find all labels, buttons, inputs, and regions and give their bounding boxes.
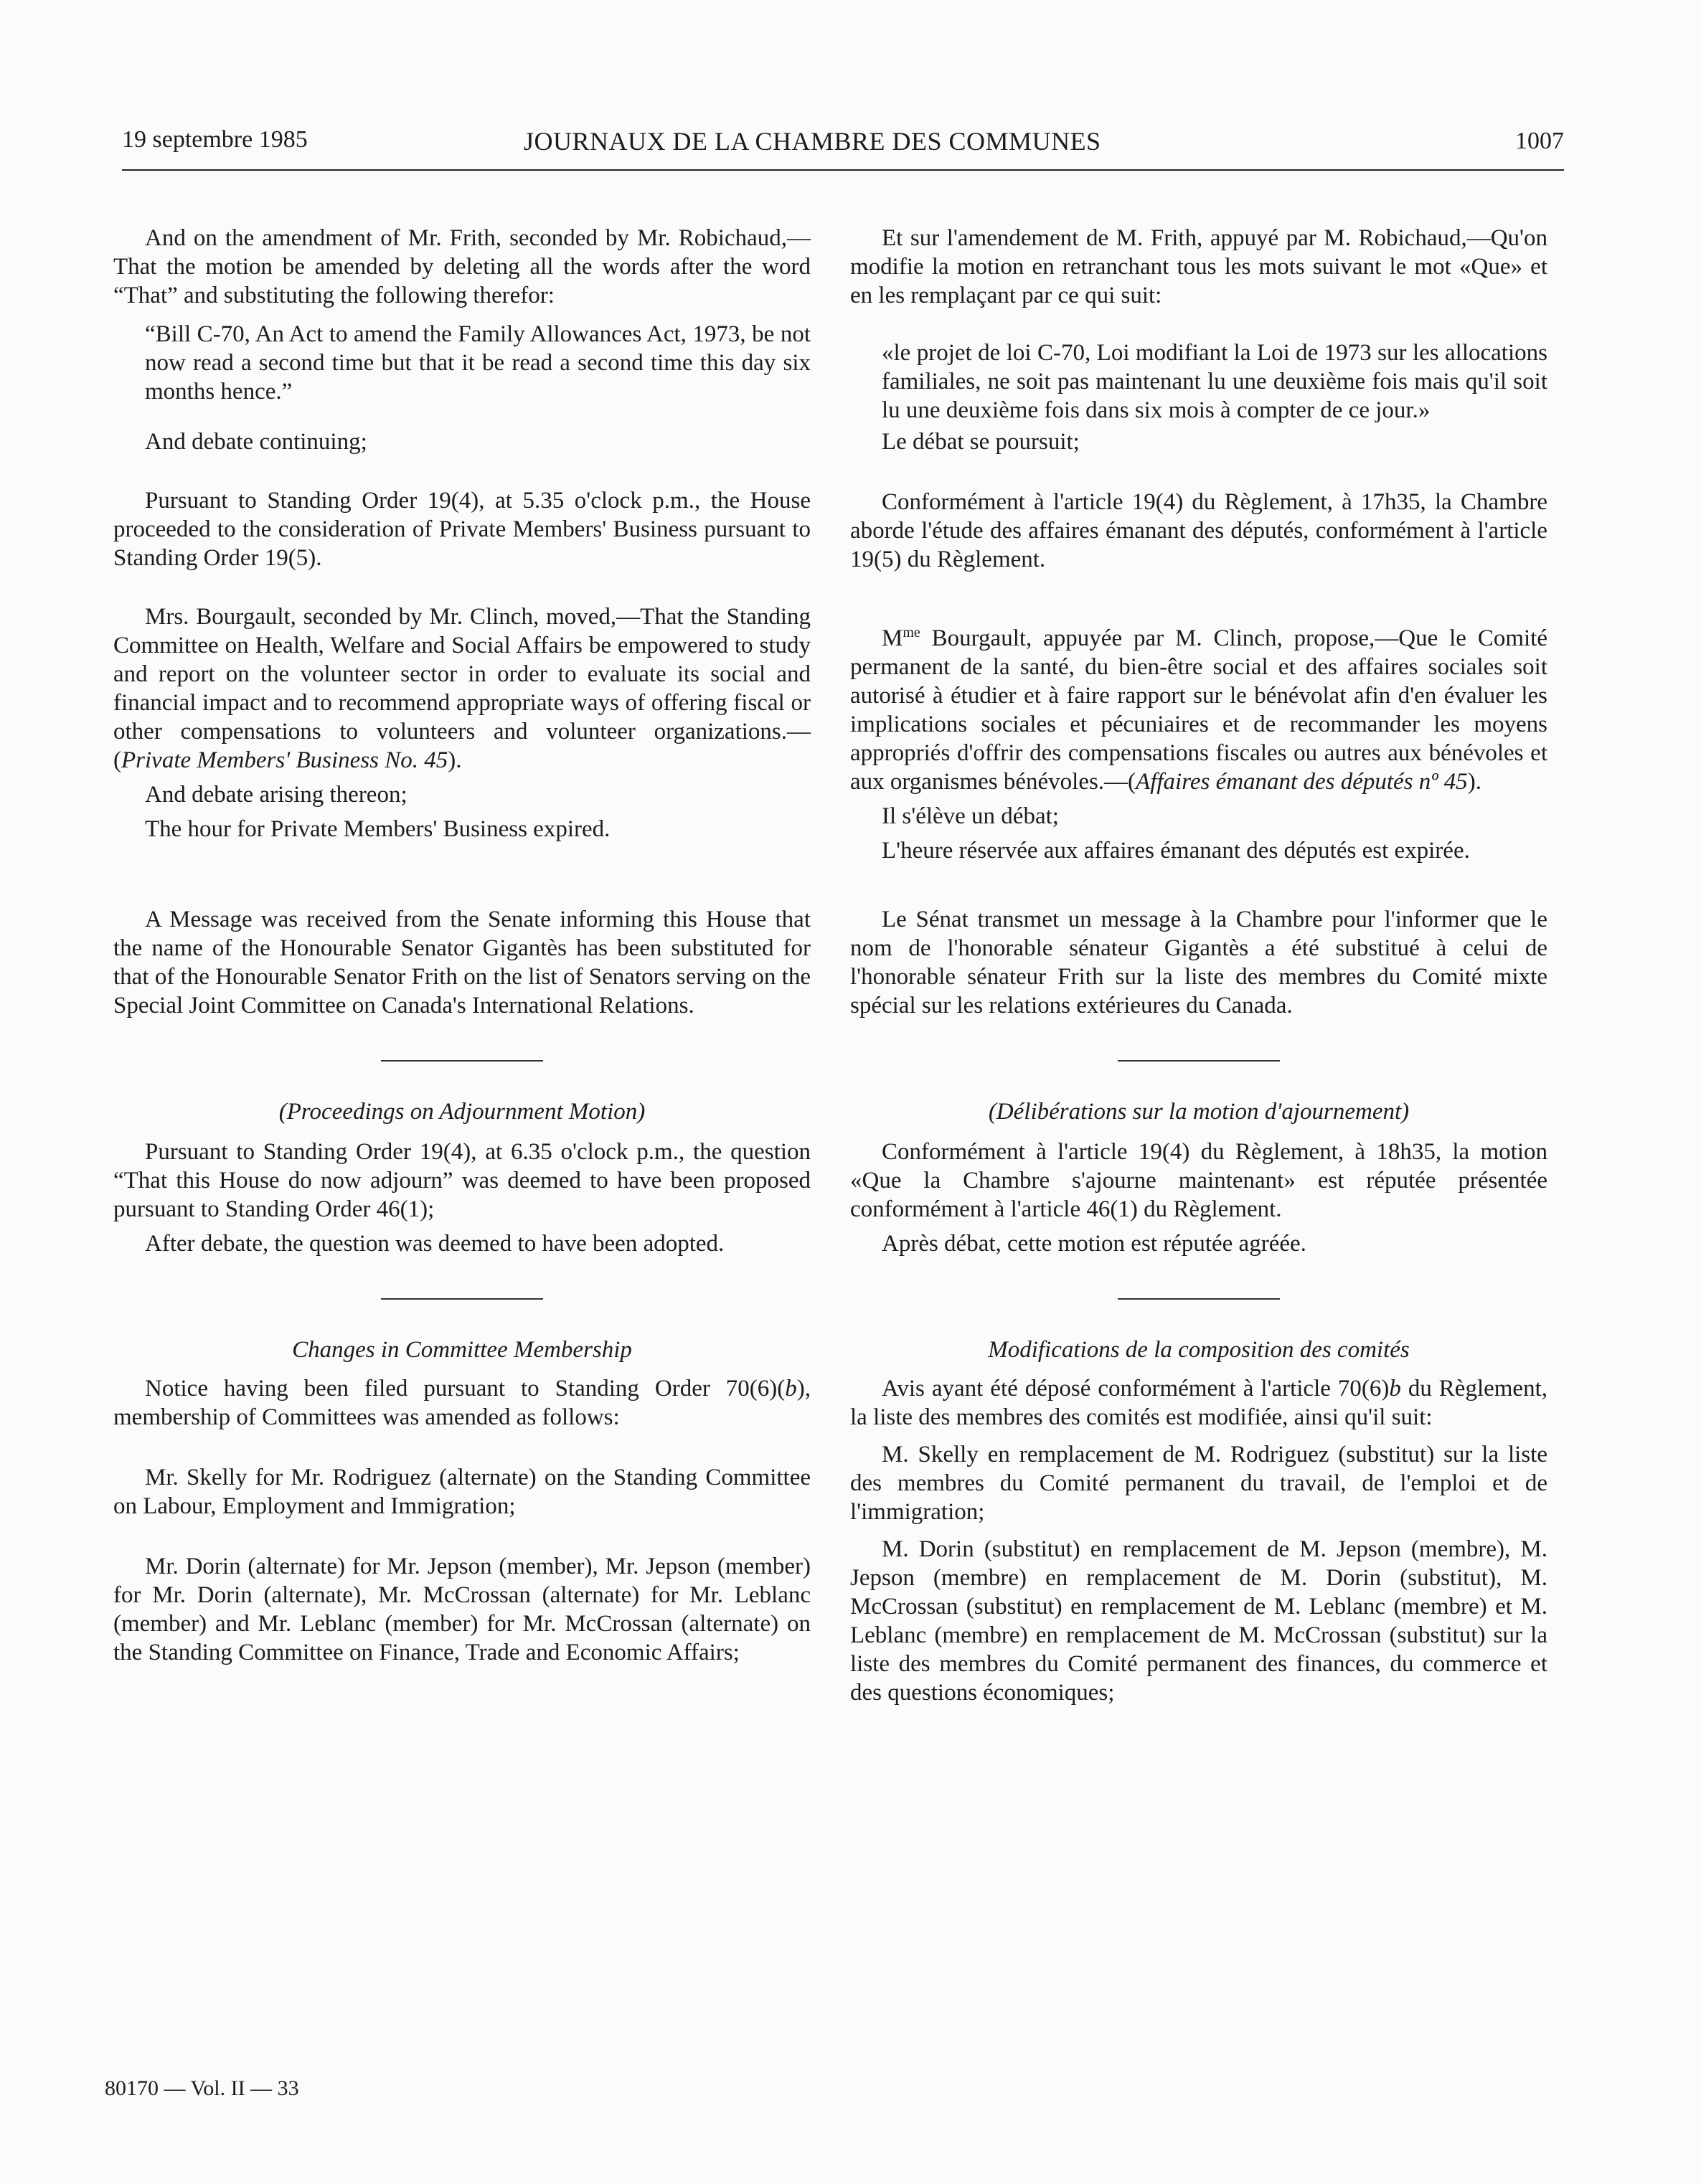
membership-change-1: M. Skelly en remplacement de M. Rodriguez (substitut) sur la liste des membres du Comité permanent du travail, de l'emploi et de l'immigration;: [850, 1442, 1547, 1525]
amendment-paragraph: Et sur l'amendement de M. Frith, appuyé par M. Robichaud,—Qu'on modifie la motion en retranchant tous les mots suivant le mot «Que» et en les remplaçant par ce qui suit:: [850, 225, 1547, 308]
motion-honorific: M: [882, 625, 903, 651]
notice-text-b: b: [785, 1376, 797, 1401]
private-members-paragraph: Conformément à l'article 19(4) du Règlement, à 17h35, la Chambre aborde l'étude des affaires émanant des députés, conformément à l'article 19(5) du Règlement.: [850, 489, 1547, 572]
motion-text: Mrs. Bourgault, seconded by Mr. Clinch, moved,—That the Standing Committee on Health, Welfare and Social Affairs be empowered to study and report on the volunteer sector in order to evaluate its social and financial impact and to recommend appropriate ways of offering fiscal or other compensations to volunteers and volunteer organizations.—(: [113, 604, 811, 773]
debate-continuing: Le débat se poursuit;: [882, 429, 1080, 455]
debate-arising: And debate arising thereon;: [145, 782, 407, 808]
motion-honorific-sup: me: [903, 625, 920, 640]
adjournment-adopted: Après débat, cette motion est réputée agréée.: [882, 1231, 1306, 1257]
committee-heading: Changes in Committee Membership: [292, 1337, 632, 1363]
notice-text-b: b: [1389, 1376, 1401, 1401]
membership-change-1: Mr. Skelly for Mr. Rodriguez (alternate) on the Standing Committee on Labour, Employment and Immigration;: [113, 1465, 811, 1519]
page-footer: 80170 — Vol. II — 33: [105, 2076, 299, 2100]
section-divider: [381, 1060, 543, 1062]
adjournment-adopted: After debate, the question was deemed to have been adopted.: [145, 1231, 725, 1257]
section-divider: [381, 1298, 543, 1300]
motion-reference: Private Members' Business No. 45: [121, 747, 448, 773]
header-title: JOURNAUX DE LA CHAMBRE DES COMMUNES: [524, 127, 1101, 156]
bill-quote: “Bill C-70, An Act to amend the Family Allowances Act, 1973, be not now read a second time but that it be read a second time this day six months hence.”: [145, 321, 811, 405]
motion-end: ).: [1467, 769, 1481, 795]
membership-change-2: Mr. Dorin (alternate) for Mr. Jepson (member), Mr. Jepson (member) for Mr. Dorin (alternate), Mr. McCrossan (alternate) for Mr. Leblanc (member) and Mr. Leblanc (member) for Mr. McCrossan (alternate) on the Standing Committee on Finance, Trade and Economic Affairs;: [113, 1554, 811, 1665]
notice-text-c: du Règlement, la liste des membres des comités est modifiée, ainsi qu'il suit:: [850, 1376, 1547, 1430]
adjournment-heading: (Proceedings on Adjournment Motion): [278, 1099, 646, 1125]
section-divider: [1118, 1060, 1280, 1062]
motion-paragraph: [113, 602, 811, 775]
adjournment-paragraph: Conformément à l'article 19(4) du Règlement, à 18h35, la motion «Que la Chambre s'ajourne maintenant» est réputée présentée conformément à l'article 46(1) du Règlement.: [850, 1139, 1547, 1222]
membership-change-2: M. Dorin (substitut) en remplacement de M. Jepson (membre), M. Jepson (membre) en remplacement de M. Dorin (substitut), M. McCrossan (substitut) en remplacement de M. Leblanc (membre) et M. Leblanc (membre) en remplacement de M. McCrossan (substitut) sur la liste des membres du Comité permanent des finances, du commerce et des questions économiques;: [850, 1536, 1547, 1706]
committee-heading: Modifications de la composition des comités: [988, 1337, 1410, 1363]
senate-message: A Message was received from the Senate informing this House that the name of the Honourable Senator Gigantès has been substituted for that of the Honourable Senator Frith on the list of Senators serving on the Special Joint Committee on Canada's International Relations.: [113, 907, 811, 1018]
notice-text-a: Notice having been filed pursuant to Standing Order 70(6)(: [145, 1376, 786, 1401]
page-header: [122, 126, 1564, 171]
english-column: [113, 224, 811, 1667]
debate-arising: Il s'élève un débat;: [882, 803, 1059, 829]
motion-reference: Affaires émanant des députés nº 45: [1136, 769, 1468, 795]
hour-expired: The hour for Private Members' Business expired.: [145, 816, 611, 842]
motion-text: Bourgault, appuyée par M. Clinch, propose,—Que le Comité permanent de la santé, du bien-être social et des affaires sociales soit autorisé à étudier et à faire rapport sur le bénévolat afin d'en évaluer les implications sociales et pécuniaires et de recommander les moyens appropriés d'offrir des compensations fiscales ou autres aux bénévoles et aux organismes bénévoles.—(: [850, 625, 1547, 795]
header-date: 19 septembre 1985: [122, 126, 308, 153]
page-number: 1007: [1515, 128, 1564, 154]
bill-quote: «le projet de loi C-70, Loi modifiant la Loi de 1973 sur les allocations familiales, ne soit pas maintenant lu une deuxième fois mais qu'il soit lu une deuxième fois dans six mois à compter de ce jour.»: [882, 340, 1547, 423]
motion-end: ).: [448, 747, 462, 773]
notice-text-c: ), membership of Committees was amended as follows:: [113, 1376, 811, 1430]
notice-paragraph: [113, 1374, 811, 1432]
motion-paragraph: [850, 618, 1547, 796]
french-column: [850, 224, 1547, 1707]
section-divider: [1118, 1298, 1280, 1300]
notice-text-a: Avis ayant été déposé conformément à l'article 70(6): [882, 1376, 1390, 1401]
senate-message: Le Sénat transmet un message à la Chambre pour l'informer que le nom de l'honorable sénateur Gigantès a été substitué à celui de l'honorable sénateur Frith sur la liste des membres du Comité mixte spécial sur les relations extérieures du Canada.: [850, 907, 1547, 1018]
adjournment-paragraph: Pursuant to Standing Order 19(4), at 6.35 o'clock p.m., the question “That this House do now adjourn” was deemed to have been proposed pursuant to Standing Order 46(1);: [113, 1139, 811, 1222]
notice-paragraph: [850, 1374, 1547, 1432]
adjournment-heading: (Délibérations sur la motion d'ajournement): [988, 1099, 1410, 1125]
debate-continuing: And debate continuing;: [145, 429, 367, 455]
hour-expired: L'heure réservée aux affaires émanant des députés est expirée.: [882, 838, 1470, 864]
private-members-paragraph: Pursuant to Standing Order 19(4), at 5.35 o'clock p.m., the House proceeded to the consideration of Private Members' Business pursuant to Standing Order 19(5).: [113, 488, 811, 571]
amendment-paragraph: And on the amendment of Mr. Frith, seconded by Mr. Robichaud,—That the motion be amended by deleting all the words after the word “That” and substituting the following therefor:: [113, 225, 811, 308]
